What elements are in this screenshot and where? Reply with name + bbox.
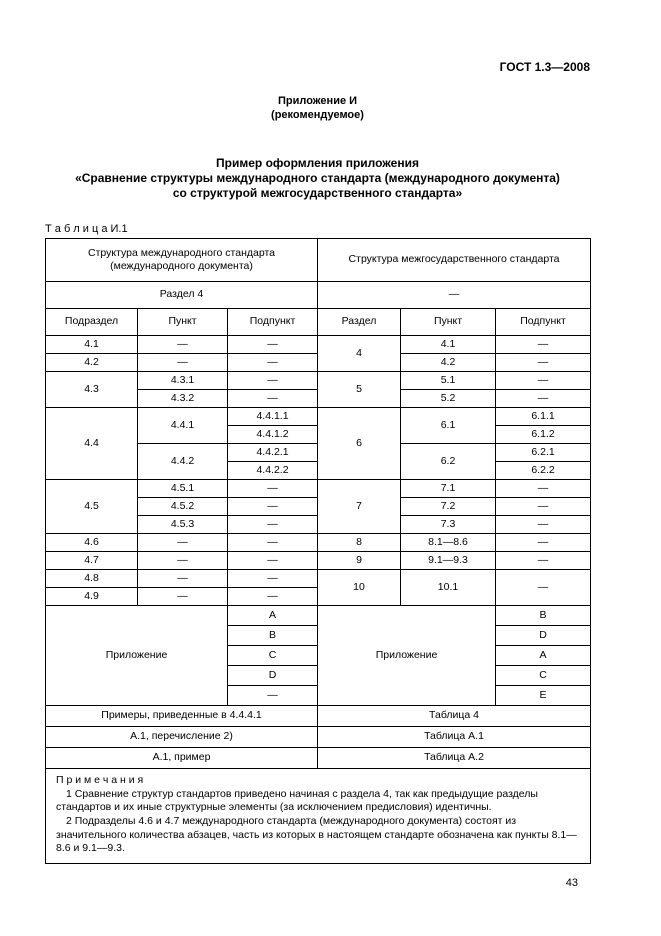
table-cell: 4.4.2.2 bbox=[228, 462, 318, 480]
table-cell: 6.2.1 bbox=[496, 444, 591, 462]
table-cell: 6.1.1 bbox=[496, 408, 591, 426]
table-cell: Структура международного стандарта (международного документа) bbox=[46, 239, 318, 282]
notes-heading: П р и м е ч а н и я bbox=[56, 774, 144, 786]
table-cell: — bbox=[228, 354, 318, 372]
table-cell: 8.1—8.6 bbox=[401, 534, 496, 552]
table-cell: — bbox=[228, 390, 318, 408]
table-cell: — bbox=[496, 534, 591, 552]
table-notes-row bbox=[46, 769, 591, 864]
appendix-type: (рекомендуемое) bbox=[271, 109, 364, 121]
table-cell: 4.4.1.2 bbox=[228, 426, 318, 444]
table-cell: 4.7 bbox=[46, 552, 138, 570]
comparison-table bbox=[45, 238, 591, 864]
table-cell: — bbox=[496, 354, 591, 372]
appendix-heading bbox=[45, 94, 590, 122]
table-cell: — bbox=[228, 552, 318, 570]
doc-number: ГОСТ 1.3—2008 bbox=[499, 60, 590, 74]
table-row bbox=[46, 239, 591, 282]
table-cell: 5.2 bbox=[401, 390, 496, 408]
title-line-1: Пример оформления приложения bbox=[216, 156, 419, 170]
comparison-table-body bbox=[46, 239, 591, 864]
table-cell: Приложение bbox=[318, 606, 496, 706]
table-cell: — bbox=[496, 498, 591, 516]
table-row bbox=[46, 408, 591, 426]
table-cell: А.1, перечисление 2) bbox=[46, 727, 318, 748]
table-cell: Пункт bbox=[401, 309, 496, 336]
table-cell: 4.4.1.1 bbox=[228, 408, 318, 426]
table-cell: Таблица А.1 bbox=[318, 727, 591, 748]
table-cell: 4.4.2 bbox=[138, 444, 228, 480]
table-cell: 4.5.2 bbox=[138, 498, 228, 516]
table-cell: — bbox=[138, 336, 228, 354]
table-cell: — bbox=[228, 480, 318, 498]
table-cell: — bbox=[228, 498, 318, 516]
table-cell: — bbox=[138, 354, 228, 372]
table-cell: 4.6 bbox=[46, 534, 138, 552]
table-row bbox=[46, 480, 591, 498]
table-cell: 4.4 bbox=[46, 408, 138, 480]
table-row bbox=[46, 706, 591, 727]
table-cell: 4.2 bbox=[401, 354, 496, 372]
table-cell: Подраздел bbox=[46, 309, 138, 336]
table-cell: — bbox=[496, 570, 591, 606]
table-cell: 4.9 bbox=[46, 588, 138, 606]
table-cell: 4.5 bbox=[46, 480, 138, 534]
table-row bbox=[46, 727, 591, 748]
table-cell: E bbox=[496, 686, 591, 706]
table-cell: 6 bbox=[318, 408, 401, 480]
table-cell: Подпункт bbox=[228, 309, 318, 336]
table-cell: 4.3.1 bbox=[138, 372, 228, 390]
table-cell: 4.3 bbox=[46, 372, 138, 408]
table-cell: D bbox=[496, 626, 591, 646]
table-cell: — bbox=[496, 372, 591, 390]
table-row bbox=[46, 372, 591, 390]
table-row bbox=[46, 606, 591, 626]
table-label: Т а б л и ц а И.1 bbox=[45, 223, 128, 235]
table-cell: 7.3 bbox=[401, 516, 496, 534]
table-cell: 4.4.2.1 bbox=[228, 444, 318, 462]
table-cell: 5 bbox=[318, 372, 401, 408]
table-cell: Раздел bbox=[318, 309, 401, 336]
table-cell: 7.1 bbox=[401, 480, 496, 498]
table-row bbox=[46, 309, 591, 336]
document-title bbox=[45, 156, 590, 201]
table-row bbox=[46, 282, 591, 309]
title-line-2: «Сравнение структуры международного стандарта (международного документа) bbox=[75, 171, 560, 185]
table-row bbox=[46, 534, 591, 552]
table-cell: C bbox=[496, 666, 591, 686]
table-cell: 4.2 bbox=[46, 354, 138, 372]
table-cell: Подпункт bbox=[496, 309, 591, 336]
table-cell: 4.5.1 bbox=[138, 480, 228, 498]
table-row bbox=[46, 748, 591, 769]
page-number: 43 bbox=[565, 876, 578, 889]
table-cell: — bbox=[496, 480, 591, 498]
table-cell: 4.1 bbox=[401, 336, 496, 354]
table-cell: 6.2.2 bbox=[496, 462, 591, 480]
table-cell: Таблица А.2 bbox=[318, 748, 591, 769]
note-item: 1 Сравнение структур стандартов приведено начиная с раздела 4, так как предыдущие разделы стандартов и их иные структурные элементы (за исключением предисловия) идентичны. bbox=[56, 787, 538, 814]
table-cell: 7.2 bbox=[401, 498, 496, 516]
table-cell: 8 bbox=[318, 534, 401, 552]
table-row bbox=[46, 336, 591, 354]
table-cell: C bbox=[228, 646, 318, 666]
table-cell: — bbox=[138, 534, 228, 552]
table-cell: — bbox=[496, 552, 591, 570]
table-cell: — bbox=[138, 552, 228, 570]
table-cell: А.1, пример bbox=[46, 748, 318, 769]
table-cell: 6.2 bbox=[401, 444, 496, 480]
table-cell: Структура межгосударственного стандарта bbox=[318, 239, 591, 282]
table-cell: — bbox=[496, 516, 591, 534]
appendix-label: Приложение И bbox=[277, 95, 358, 107]
table-cell: — bbox=[228, 588, 318, 606]
table-cell: Приложение bbox=[46, 606, 228, 706]
table-cell: 4.5.3 bbox=[138, 516, 228, 534]
table-cell: — bbox=[138, 588, 228, 606]
table-cell: D bbox=[228, 666, 318, 686]
table-cell: Примеры, приведенные в 4.4.4.1 bbox=[46, 706, 318, 727]
table-cell: — bbox=[138, 570, 228, 588]
table-cell: 4.4.1 bbox=[138, 408, 228, 444]
table-cell: 7 bbox=[318, 480, 401, 534]
table-cell: — bbox=[496, 336, 591, 354]
table-cell: 9 bbox=[318, 552, 401, 570]
table-cell: Пункт bbox=[138, 309, 228, 336]
table-cell: A bbox=[228, 606, 318, 626]
table-cell: Раздел 4 bbox=[46, 282, 318, 309]
title-line-3: со структурой межгосударственного стандарта» bbox=[172, 186, 463, 200]
table-cell: 4.8 bbox=[46, 570, 138, 588]
table-cell: 4.1 bbox=[46, 336, 138, 354]
table-cell: 10 bbox=[318, 570, 401, 606]
table-cell: — bbox=[228, 686, 318, 706]
table-row bbox=[46, 570, 591, 588]
note-item: 2 Подразделы 4.6 и 4.7 международного стандарта (международного документа) состоят из значительного количества абзацев, часть из которых в настоящем стандарте обозначена как пункты 8.1—8.6 и 9.1—9.3. bbox=[56, 814, 577, 855]
table-cell: 9.1—9.3 bbox=[401, 552, 496, 570]
table-cell: 10.1 bbox=[401, 570, 496, 606]
table-cell: — bbox=[228, 336, 318, 354]
table-cell: — bbox=[228, 372, 318, 390]
table-cell: 6.1 bbox=[401, 408, 496, 444]
table-cell: Таблица 4 bbox=[318, 706, 591, 727]
table-cell: B bbox=[228, 626, 318, 646]
table-cell: — bbox=[228, 516, 318, 534]
table-row bbox=[46, 552, 591, 570]
table-cell: 4.3.2 bbox=[138, 390, 228, 408]
table-cell: — bbox=[228, 570, 318, 588]
table-cell: — bbox=[228, 534, 318, 552]
table-cell: — bbox=[496, 390, 591, 408]
table-cell: B bbox=[496, 606, 591, 626]
table-cell: — bbox=[318, 282, 591, 309]
table-cell: 5.1 bbox=[401, 372, 496, 390]
table-cell: A bbox=[496, 646, 591, 666]
table-cell: 4 bbox=[318, 336, 401, 372]
table-notes-cell bbox=[46, 769, 591, 864]
table-cell: 6.1.2 bbox=[496, 426, 591, 444]
